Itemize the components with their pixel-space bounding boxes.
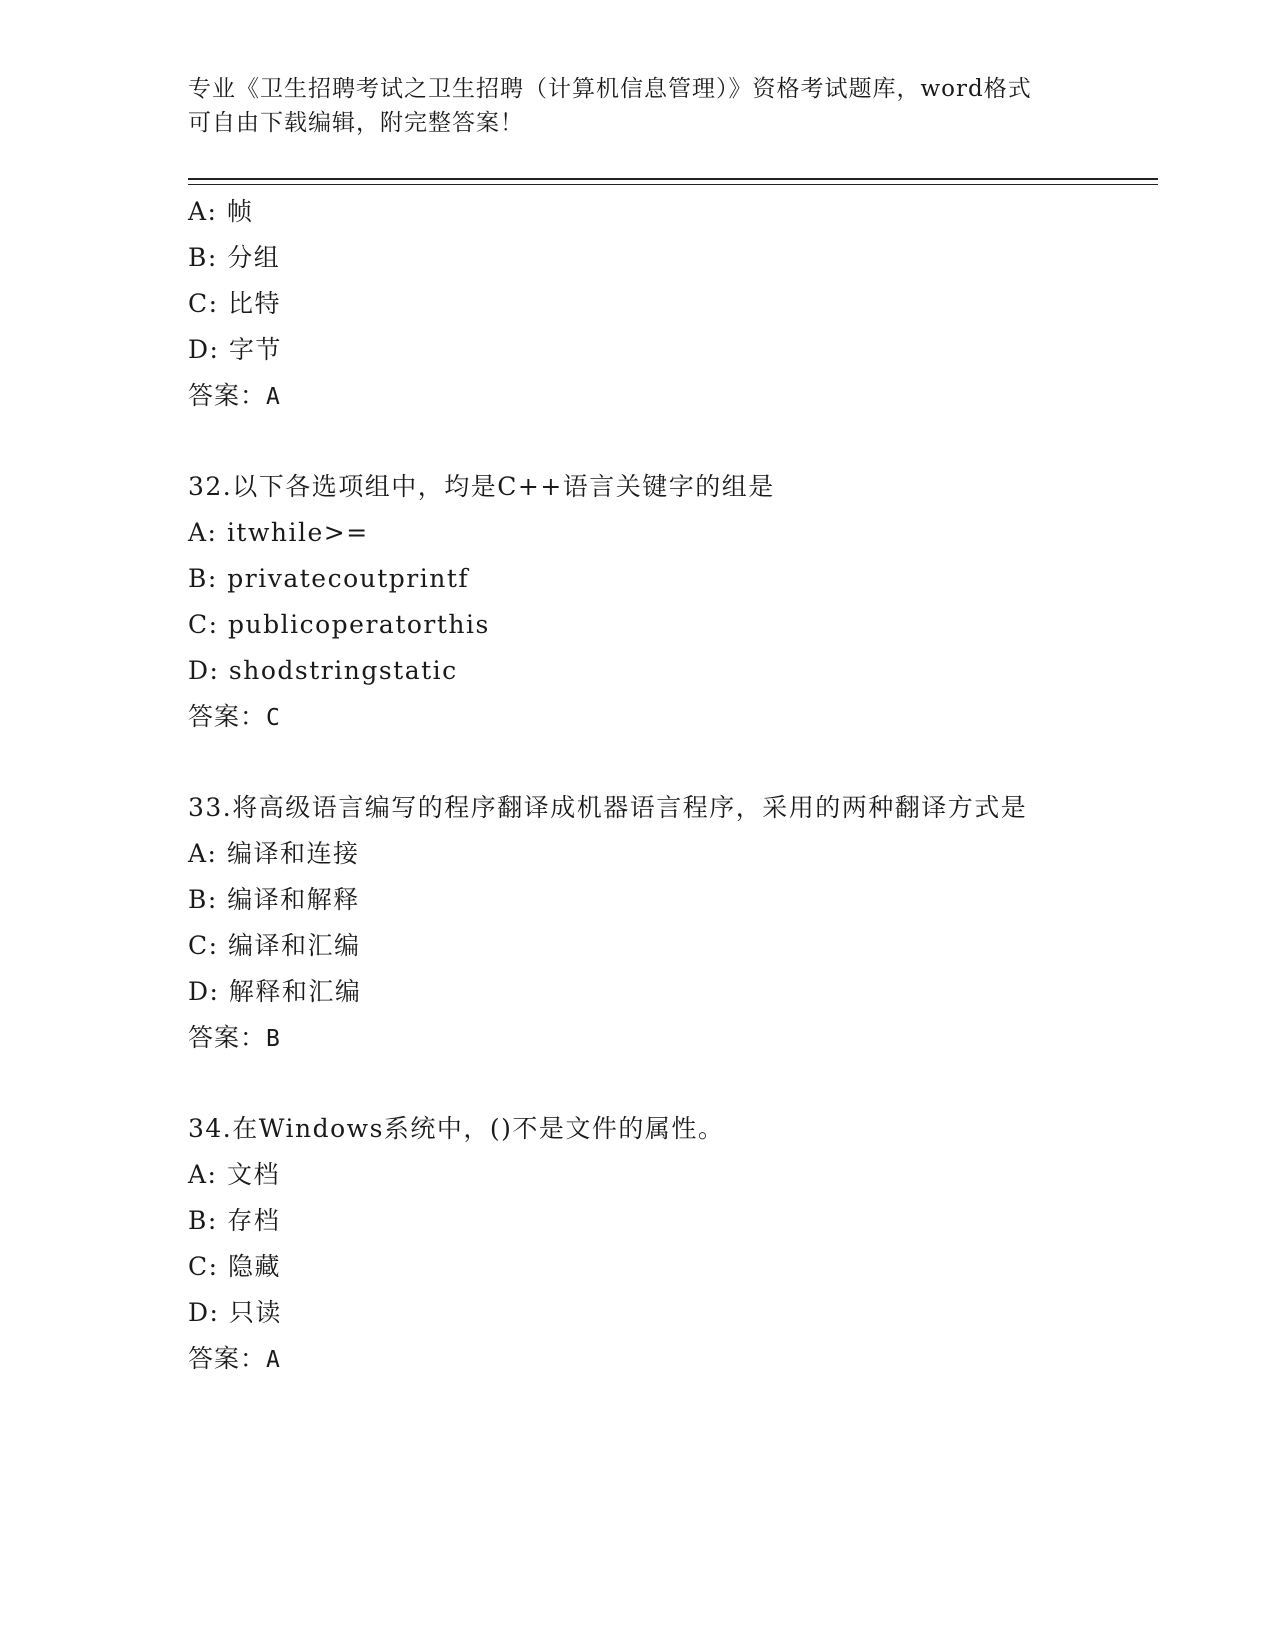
header-rule-thick xyxy=(188,178,1158,180)
answer-line: 答案：A xyxy=(188,381,281,410)
option-b: B: 分组 xyxy=(188,243,281,272)
header-rule-thin xyxy=(188,184,1158,185)
option-b: B: 存档 xyxy=(188,1206,281,1235)
option-a: A: 文档 xyxy=(188,1160,280,1189)
option-c: C: 隐藏 xyxy=(188,1252,282,1281)
question-block-partial xyxy=(188,189,1088,419)
question-block-32 xyxy=(188,464,1088,740)
option-d: D: 字节 xyxy=(188,335,282,364)
option-b: B: privatecoutprintf xyxy=(188,564,470,593)
answer-line: 答案：A xyxy=(188,1344,281,1373)
option-c: C: publicoperatorthis xyxy=(188,610,490,639)
question-block-34 xyxy=(188,1106,1088,1382)
option-a: A: itwhile>= xyxy=(188,518,369,547)
option-d: D: 只读 xyxy=(188,1298,282,1327)
option-a: A: 帧 xyxy=(188,197,254,226)
option-d: D: shodstringstatic xyxy=(188,656,458,685)
question-stem: 34.在Windows系统中，()不是文件的属性。 xyxy=(188,1114,725,1143)
header-line-2: 可自由下载编辑，附完整答案！ xyxy=(188,110,524,136)
document-header xyxy=(188,72,1088,140)
header-line-1: 专业《卫生招聘考试之卫生招聘（计算机信息管理）》资格考试题库，word格式 xyxy=(188,76,1032,102)
option-b: B: 编译和解释 xyxy=(188,885,360,914)
answer-line: 答案：B xyxy=(188,1023,281,1052)
question-stem: 32.以下各选项组中，均是C++语言关键字的组是 xyxy=(188,472,775,501)
option-c: C: 编译和汇编 xyxy=(188,931,361,960)
option-d: D: 解释和汇编 xyxy=(188,977,362,1006)
question-list xyxy=(188,189,1088,1382)
question-block-33 xyxy=(188,785,1088,1061)
question-stem: 33.将高级语言编写的程序翻译成机器语言程序，采用的两种翻译方式是 xyxy=(188,793,1028,822)
option-c: C: 比特 xyxy=(188,289,282,318)
option-a: A: 编译和连接 xyxy=(188,839,360,868)
answer-line: 答案：C xyxy=(188,702,281,731)
